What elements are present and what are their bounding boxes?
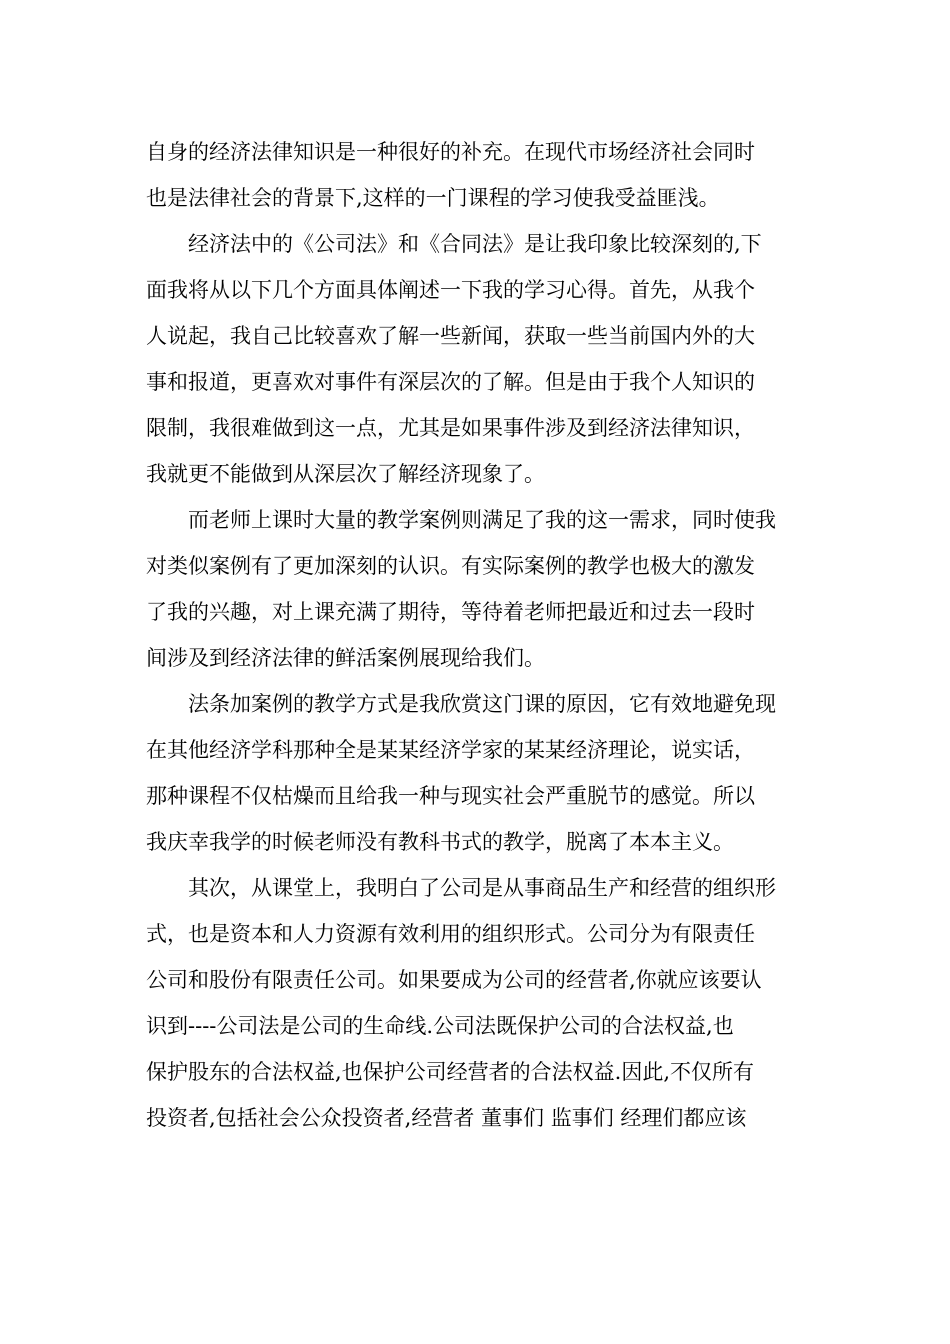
text-line: 保护股东的合法权益,也保护公司经营者的合法权益.因此,不仅所有 (146, 1060, 755, 1084)
text-line: 自身的经济法律知识是一种很好的补充。在现代市场经济社会同时 (146, 140, 755, 164)
text-line: 经济法中的《公司法》和《合同法》是让我印象比较深刻的,下 (146, 232, 762, 256)
text-line: 公司和股份有限责任公司。如果要成为公司的经营者,你就应该要认 (146, 968, 762, 992)
text-line: 对类似案例有了更加深刻的认识。有实际案例的教学也极大的激发 (146, 554, 755, 578)
text-line: 也是法律社会的背景下,这样的一门课程的学习使我受益匪浅。 (146, 186, 720, 210)
text-line: 间涉及到经济法律的鲜活案例展现给我们。 (146, 646, 545, 670)
text-line: 限制，我很难做到这一点，尤其是如果事件涉及到经济法律知识， (146, 416, 755, 440)
body-text (146, 129, 806, 1141)
text-line: 面我将从以下几个方面具体阐述一下我的学习心得。首先，从我个 (146, 278, 755, 302)
text-line: 识到----公司法是公司的生命线.公司法既保护公司的合法权益,也 (146, 1014, 734, 1038)
text-line: 而老师上课时大量的教学案例则满足了我的这一需求，同时使我 (146, 508, 776, 532)
text-line: 法条加案例的教学方式是我欣赏这门课的原因，它有效地避免现 (146, 692, 776, 716)
text-line: 在其他经济学科那种全是某某经济学家的某某经济理论，说实话， (146, 738, 755, 762)
text-line: 其次，从课堂上，我明白了公司是从事商品生产和经营的组织形 (146, 876, 776, 900)
text-line: 我庆幸我学的时候老师没有教科书式的教学，脱离了本本主义。 (146, 830, 734, 854)
text-line: 事和报道，更喜欢对事件有深层次的了解。但是由于我个人知识的 (146, 370, 755, 394)
text-line: 那种课程不仅枯燥而且给我一种与现实社会严重脱节的感觉。所以 (146, 784, 755, 808)
text-line: 投资者,包括社会公众投资者,经营者 董事们 监事们 经理们都应该 (146, 1106, 747, 1130)
text-line: 了我的兴趣，对上课充满了期待，等待着老师把最近和过去一段时 (146, 600, 755, 624)
text-line: 式，也是资本和人力资源有效利用的组织形式。公司分为有限责任 (146, 922, 755, 946)
text-line: 人说起，我自己比较喜欢了解一些新闻，获取一些当前国内外的大 (146, 324, 755, 348)
text-line: 我就更不能做到从深层次了解经济现象了。 (146, 462, 545, 486)
